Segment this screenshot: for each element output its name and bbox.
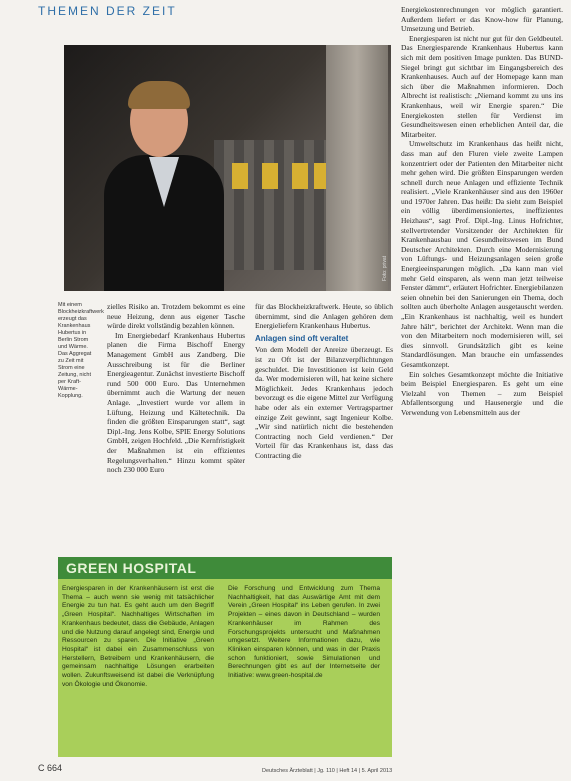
engine-part [292, 163, 308, 189]
article-column-2 [255, 302, 393, 554]
journal-footer: Deutsches Ärzteblatt | Jg. 110 | Heft 14 | 5. April 2013 [262, 768, 393, 774]
paragraph: Im Energiebedarf Krankenhaus Hubertus planen die Firma Bischoff Energy Management GmbH aus Zandberg. Die Ausschreibung ist für die Berliner Energieagentur. Zunächst investierte Bischoff rund 500 000 Euro. Das Unternehmen übernimmt auch die Wartung der neuen Anlage. „Investiert wurde vor allem in Lüftung, Heizung und Kältetechnik. Da finden die größten Einsparungen statt“, sagt Dipl.-Ing. Jens Kolbe, SPIE Energy Solutions GmbH, zeigen Hochfeld. „Die Kernfristigkeit der Maßnahmen ist ein effizientes Regelungsverhalten.“ Hinzu kommt später noch 230 000 Euro [107, 330, 245, 475]
box-title-bar [58, 557, 392, 579]
box-title: GREEN HOSPITAL [66, 560, 197, 576]
paragraph: für das Blockheizkraftwerk. Heute, so üblich übernimmt, sind die Anlagen gehören dem Energieliefern Krankenhaus Hubertus. [255, 302, 393, 331]
section-header: THEMEN DER ZEIT [38, 4, 177, 18]
engine-part [262, 163, 278, 189]
paragraph: Ein solches Gesamtkonzept möchte die Initiative beim Beispiel Energiesparen. Es geht um eine Vielzahl von Themen – zum Beispiel Abfallentsorgung und Hausenergie und die Verwendung von Lebensmitteln aus der [401, 369, 563, 417]
paragraph: Energiesparen ist nicht nur gut für den Geldbeutel. Das Energiesparende Krankenhaus Hubertus kann sich mit dem positiven Image punkten. Das BUND-Siegel bringt gut sichtbar im Eingangsbereich des Krankenhauses. Auch auf der Homepage kann man sich über die Maßnahmen informieren. Doch Albrecht ist realistisch: „Niemand kommt zu uns ins Krankenhaus, weil wir Energie sparen.“ Die Energiekosten stellen für Verdienst im Gesundheitswesen einen erheblichen Anteil dar, die Mitarbeiter. [401, 33, 563, 139]
article-column-1 [107, 302, 245, 554]
paragraph: Umweltschutz im Krankenhaus das heißt nicht, dass man auf den Fluren viele zweite Lampen konzentriert oder der Patienten den Mitarbeiter nicht mehr gehen wird. Die größten Einsparungen werden schnell durch neue Anlagen und effiziente Technik realisiert. „Viele Krankenhäuser sind aus den 1960er und 1970er Jahren. Das heißt: Da sieht zum Beispiel ein völlig überdimensioniertes, ineffizientes Heizhaus“, sagt Prof. Dipl.-Ing. Linus Hofrichter, stellvertretender Vorsitzender der Architekten für Krankenhausbau und Gesundheitswesen im Bund Deutscher Architekten. Durch eine Modernisierung von Lüftungs- und Heizungsanlagen seien große Energieeinsparungen möglich. „Da kann man viel mehr Geld einsparen, als wenn man jetzt teilweise Fenster dämmt“, erläutert Hofrichter. Energiebilanzen seien ohnehin bei den Sanierungen ein Thema, doch sollten auch überholte Anlagen ausgetauscht werden. „Ein Krankenhaus ist nachhaltig, weil es hundert Jahre hält“, berichtet der Architekt. Wenn man die von den Mitarbeitern noch modernisieren will, sei dies sinnvoll. Grundsätzlich gibt es keine Standardlösungen. Man brauche ein umfassendes Gesamtkonzept. [401, 139, 563, 369]
green-hospital-box [58, 557, 392, 757]
person-hair [128, 81, 190, 109]
article-column-3 [401, 5, 563, 781]
person-figure [104, 85, 224, 291]
pipe [326, 45, 388, 291]
paragraph: Energiekostenrechnungen vor möglich garantiert. Außerdem liefert er das Know-how für Planung, Umsetzung und Betrieb. [401, 5, 563, 34]
photo-caption: Mit einem Blockheizkraftwerk erzeugt das Krankenhaus Hubertus in Berlin Strom und Wärme. Das Aggregat zu Zeit mit Strom eine Zeitung, nicht per Kraft-Wärme-Kopplung. [58, 302, 104, 399]
paragraph: Von dem Modell der Anreize überzeugt. Es ist zu Oft ist der Bilanzverpflichtungen geschuldet. Die Investitionen ist kein Geld da. Wer modernisieren will, hat keine sichere Möglichkeit. Jedes Krankenhaus jedoch bevorzugt es die eigene Mittel zur Verfügung habe oder als ein externer Vertragspartner einzige Zeit gewinnt, sagt Ingenieur Kolbe. „Wir sind natürlich nicht die bestehenden Contracting noch Geld verdienen.“ Der Vorteil für das Krankenhaus ist, dass das Contracting die [255, 345, 393, 460]
subheading: Anlagen sind oft veraltet [255, 333, 349, 343]
box-column-1: Energiesparen in der Krankenhäusern ist erst die Thema – auch wenn sie wenig mit tatsächlicher Energie zu tun hat. Es geht auch um den Begriff „Green Hospital“. Nachhaltiges Wirtschaften im Krankenhaus bedeutet, dass die Gebäude, Anlagen und die Nutzung darauf angelegt sind, Energie und Ressourcen zu sparen. Die Initiative „Green Hospital“ ist dabei ein Zusammenschluss von Herstellern, Betreibern und Krankenhäusern, die gemeinsam nachhaltige Lösungen erarbeiten wollen. Zukunftsweisend ist dabei die Verknüpfung von Ökologie und Ökonomie. [62, 585, 214, 688]
paragraph: zielles Risiko an. Trotzdem bekommt es eine neue Heizung, denn aus eigener Tasche würde direkt vollständig bezahlen können. [107, 302, 245, 331]
box-column-2: Die Forschung und Entwicklung zum Thema Nachhaltigkeit, hat das Auswärtige Amt mit dem Verein „Green Hospital“ ins Leben gerufen. In zwei Projekten – eines davon in Deutschland – wurden Krankenhäuser im Rahmen des Forschungsprojekts untersucht und Maßnahmen umgesetzt. Weitere Informationen dazu, wie Kliniken einsparen können, und was in der Praxis schon funktioniert, sowie Simulationen und Berechnungen gibt es auf der Internetseite der Initiative: www.green-hospital.de [228, 585, 380, 680]
article-photo [64, 45, 391, 291]
page-number: C 664 [38, 763, 63, 773]
engine-part [232, 163, 248, 189]
photo-credit: Foto: privat [382, 255, 388, 281]
